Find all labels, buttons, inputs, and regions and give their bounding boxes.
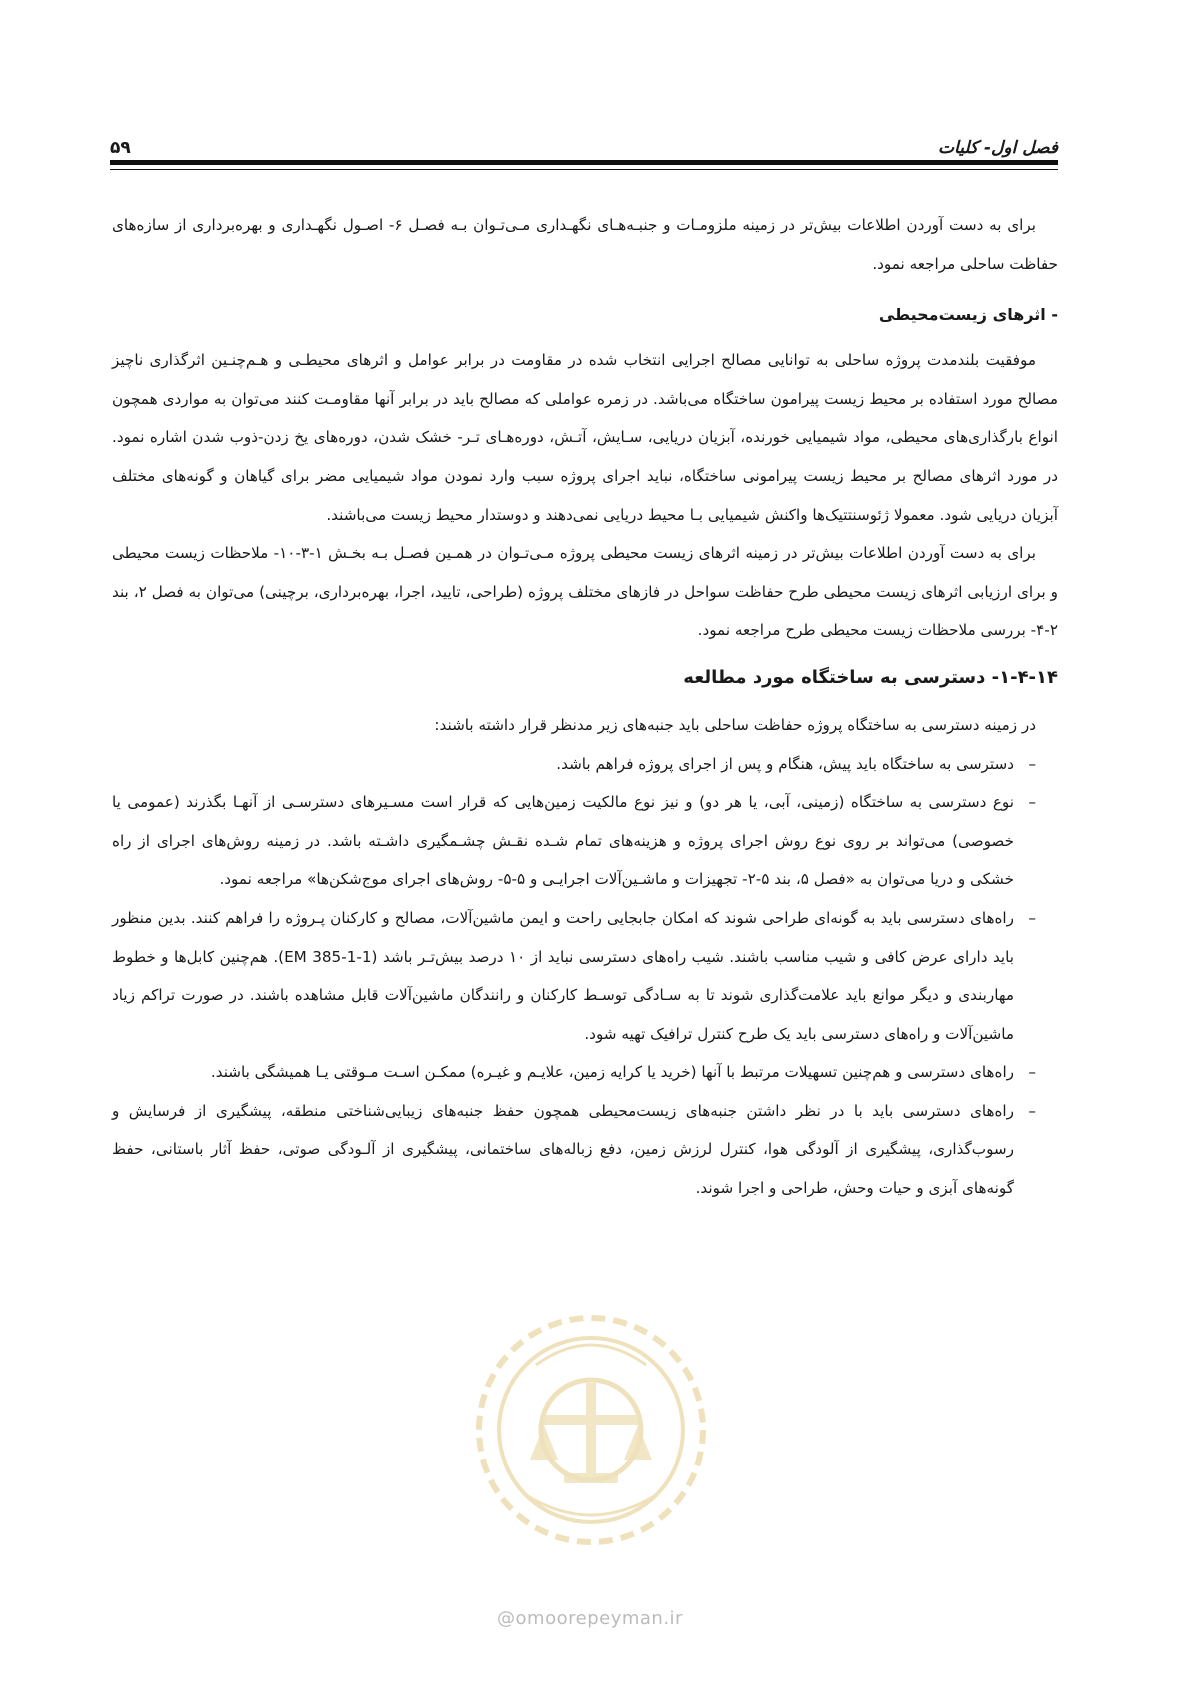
list-item-text: دسترسی به ساختگاه باید پیش، هنگام و پس از اجرای پروژه فراهم باشد.: [556, 754, 1014, 773]
bullet-dash: –: [1028, 1063, 1036, 1082]
bullet-dash: –: [1028, 908, 1036, 927]
page-header: [110, 128, 1058, 158]
list-item: [112, 783, 1036, 899]
page-number: ۵۹: [110, 138, 131, 158]
access-requirements-list: [112, 745, 1058, 1208]
header-rule-thin: [110, 169, 1058, 170]
list-item: [112, 745, 1036, 784]
bullet-dash: –: [1028, 1101, 1036, 1120]
bullet-dash: –: [1028, 793, 1036, 812]
watermark-site: @omoorepeyman.ir: [497, 1608, 683, 1629]
paragraph-environmental-2: برای به دست آوردن اطلاعات بیش‌تر در زمینه اثرهای زیست محیطی پروژه مـی‌تـوان در همـین فصـل بـه بخـش ۱-۳-۱۰- ملاحظات زیست محیطی و برای ارزیابی اثرهای زیست محیطی طرح حفاظت سواحل در فازهای مختلف پروژه (طراحی، تایید، اجرا، بهره‌برداری، برچینی) می‌توان به فصل ۲، بند ۲-۴- بررسی ملاحظات زیست محیطی طرح مراجعه نمود.: [112, 544, 1058, 640]
section-heading-site-access: ۱-۴-۱۴- دسترسی به ساختگاه مورد مطالعه: [683, 666, 1058, 688]
list-item-text: نوع دسترسی به ساختگاه (زمینی، آبی، یا هر دو) و نیز نوع مالکیت زمین‌هایی که قرار است مسـیرهای دسترسـی از آنهـا بگذرند (عمومی یا خصوصی) می‌تواند بر روی نوع روش اجرای پروژه و هزینه‌های تمام شـده نقـش چشـمگیری داشـته باشد. در زمینه روش‌های اجرای از راه خشکی و دریا می‌توان به «فصل ۵، بند ۵-۲- تجهیزات و ماشـین‌آلات اجرایـی و ۵-۵- روش‌های اجرای موج‌شکن‌ها» مراجعه نمود.: [112, 793, 1014, 889]
list-item: [112, 1092, 1036, 1208]
page-body: [112, 206, 1058, 1208]
list-item-text: راه‌های دسترسی باید به گونه‌ای طراحی شوند که امکان جابجایی راحت و ایمن ماشین‌آلات، مصالح و کارکنان پـروژه را فراهم کنند. بدین منظور باید دارای عرض کافی و شیب مناسب باشند. شیب راه‌های دسترسی نباید از ۱۰ درصد بیش‌تـر باشد (EM 385-1-1). هم‌چنین کابل‌ها و خطوط مهاربندی و دیگر موانع باید علامت‌گذاری شوند تا به سـادگی توسـط کارکنان و رانندگان ماشین‌آلات قابل مشاهده باشند. در صورت تراکم زیاد ماشین‌آلات و راه‌های دسترسی باید یک طرح کنترل ترافیک تهیه شود.: [112, 908, 1014, 1043]
paragraph-environmental-1: موفقیت بلندمدت پروژه ساحلی به توانایی مصالح اجرایی انتخاب شده در مقاومت در برابر عوامل و اثرهای محیطـی و هـم‌چنـین اثرگذاری ناچیز مصالح مورد استفاده بر محیط زیست پیرامون ساختگاه می‌باشد. در زمره عواملی که مصالح باید در برابر آنها مقاومـت کنند می‌توان به مواردی همچون انواع بارگذاری‌های محیطی، مواد شیمیایی خورنده، آبزیان دریایی، سـایش، آتـش، دوره‌هـای تـر- خشک شدن، دوره‌های یخ زدن-ذوب شدن اشاره نمود. در مورد اثرهای مصالح بر محیط زیست پیرامونی ساختگاه، نباید اجرای پروژه سبب وارد نمودن مواد شیمیایی مضر برای گیاهان و گونه‌های مختلف آبزیان دریایی شود. معمولا ژئوسنتتیک‌ها واکنش شیمیایی بـا محیط دریایی نمی‌دهند و دوستدار محیط زیست می‌باشند.: [112, 351, 1058, 524]
paragraph-intro: برای به دست آوردن اطلاعات بیش‌تر در زمینه ملزومـات و جنبـه‌هـای نگهـداری مـی‌تـوان بـه فصـل ۶- اصـول نگهـداری و بهره‌برداری از سازه‌های حفاظت ساحلی مراجعه نمود.: [112, 216, 1058, 273]
header-rule-thick: [110, 160, 1058, 165]
list-item-text: راه‌های دسترسی باید با در نظر داشتن جنبه‌های زیست‌محیطی همچون حفظ جنبه‌های زیبایی‌شناختی منطقه، پیشگیری از فرسایش و رسوب‌گذاری، پیشگیری از آلودگی هوا، کنترل لرزش زمین، دفع زباله‌های ساختمانی، پیشگیری از آلـودگی صوتی، حفظ آثار باستانی، حفظ گونه‌های آبزی و حیات وحش، طراحی و اجرا شوند.: [112, 1101, 1014, 1198]
list-item: [112, 899, 1036, 1053]
heading-environmental-effects: - اثرهای زیست‌محیطی: [878, 305, 1058, 325]
list-item: [112, 1053, 1036, 1092]
bullet-dash: –: [1028, 754, 1036, 773]
chapter-title: فصل اول- کلیات: [938, 138, 1058, 158]
list-item-text: راه‌های دسترسی و هم‌چنین تسهیلات مرتبط با آنها (خرید یا کرایه زمین، علایـم و غیـره) ممکـن اسـت مـوقتی یـا همیشگی باشند.: [210, 1063, 1014, 1082]
watermark-seal-icon: [456, 1295, 726, 1565]
paragraph-access-intro: در زمینه دسترسی به ساختگاه پروژه حفاظت ساحلی باید جنبه‌های زیر مدنظر قرار داشته باشند:: [434, 715, 1036, 734]
